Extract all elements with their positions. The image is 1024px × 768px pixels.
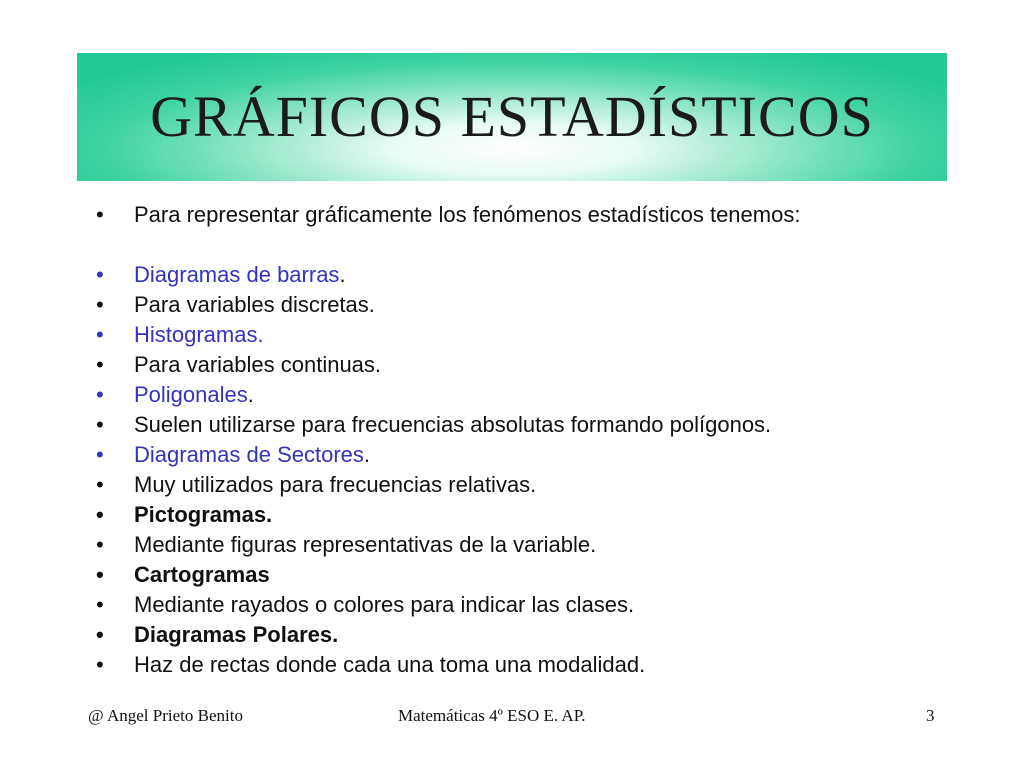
list-item	[96, 380, 976, 410]
bullet-icon: •	[96, 532, 104, 557]
item-text: Pictogramas.	[134, 502, 273, 527]
slide-title: GRÁFICOS ESTADÍSTICOS	[150, 84, 874, 149]
bullet-icon: •	[96, 412, 104, 437]
item-text: Mediante rayados o colores para indicar las clases.	[134, 592, 635, 617]
list-item	[96, 560, 976, 590]
bullet-icon: •	[96, 262, 104, 287]
bullet-icon: •	[96, 292, 104, 317]
bullet-icon: •	[96, 322, 104, 347]
item-text: Muy utilizados para frecuencias relativas.	[134, 472, 537, 497]
bullet-icon: •	[96, 652, 104, 677]
list-item	[96, 350, 976, 380]
item-text: Cartogramas	[134, 562, 270, 587]
item-suffix: .	[363, 442, 371, 467]
item-text: Diagramas Polares.	[134, 622, 339, 647]
list-item	[96, 320, 976, 350]
bullet-icon: •	[96, 592, 104, 617]
bullet-icon: •	[96, 442, 104, 467]
list-item	[96, 410, 976, 440]
item-text: Histogramas	[134, 322, 258, 347]
item-text: Para variables discretas.	[134, 292, 375, 317]
list-item	[96, 500, 976, 530]
item-text: Diagramas de Sectores	[134, 442, 364, 467]
item-text: Mediante figuras representativas de la variable.	[134, 532, 597, 557]
title-banner	[77, 53, 947, 181]
list-item	[96, 590, 976, 620]
item-text: Haz de rectas donde cada una toma una modalidad.	[134, 652, 646, 677]
list-item	[96, 620, 976, 650]
bullet-list	[96, 200, 976, 680]
item-text: Poligonales	[134, 382, 248, 407]
item-suffix: .	[339, 262, 346, 287]
page-number: 3	[926, 706, 935, 725]
bullet-icon: •	[96, 352, 104, 377]
item-suffix: .	[247, 382, 254, 407]
bullet-icon: •	[96, 562, 104, 587]
item-text: Para variables continuas.	[134, 352, 382, 377]
item-text: Para representar gráficamente los fenómenos estadísticos tenemos:	[134, 202, 801, 227]
list-item	[96, 530, 976, 560]
bullet-icon: •	[96, 502, 104, 527]
list-item	[96, 440, 976, 470]
footer-author: @ Angel Prieto Benito	[88, 706, 243, 725]
bullet-icon: •	[96, 382, 104, 407]
bullet-icon: •	[96, 622, 104, 647]
list-item	[96, 200, 976, 230]
list-item	[96, 470, 976, 500]
bullet-icon: •	[96, 472, 104, 497]
item-suffix: .	[257, 322, 264, 347]
slide-footer	[0, 706, 1024, 734]
footer-course: Matemáticas 4º ESO E. AP.	[398, 706, 586, 725]
list-item	[96, 650, 976, 680]
list-item	[96, 260, 976, 290]
bullet-icon: •	[96, 202, 104, 227]
item-text: Diagramas de barras	[134, 262, 340, 287]
list-item	[96, 290, 976, 320]
item-text: Suelen utilizarse para frecuencias absolutas formando polígonos.	[134, 412, 772, 437]
